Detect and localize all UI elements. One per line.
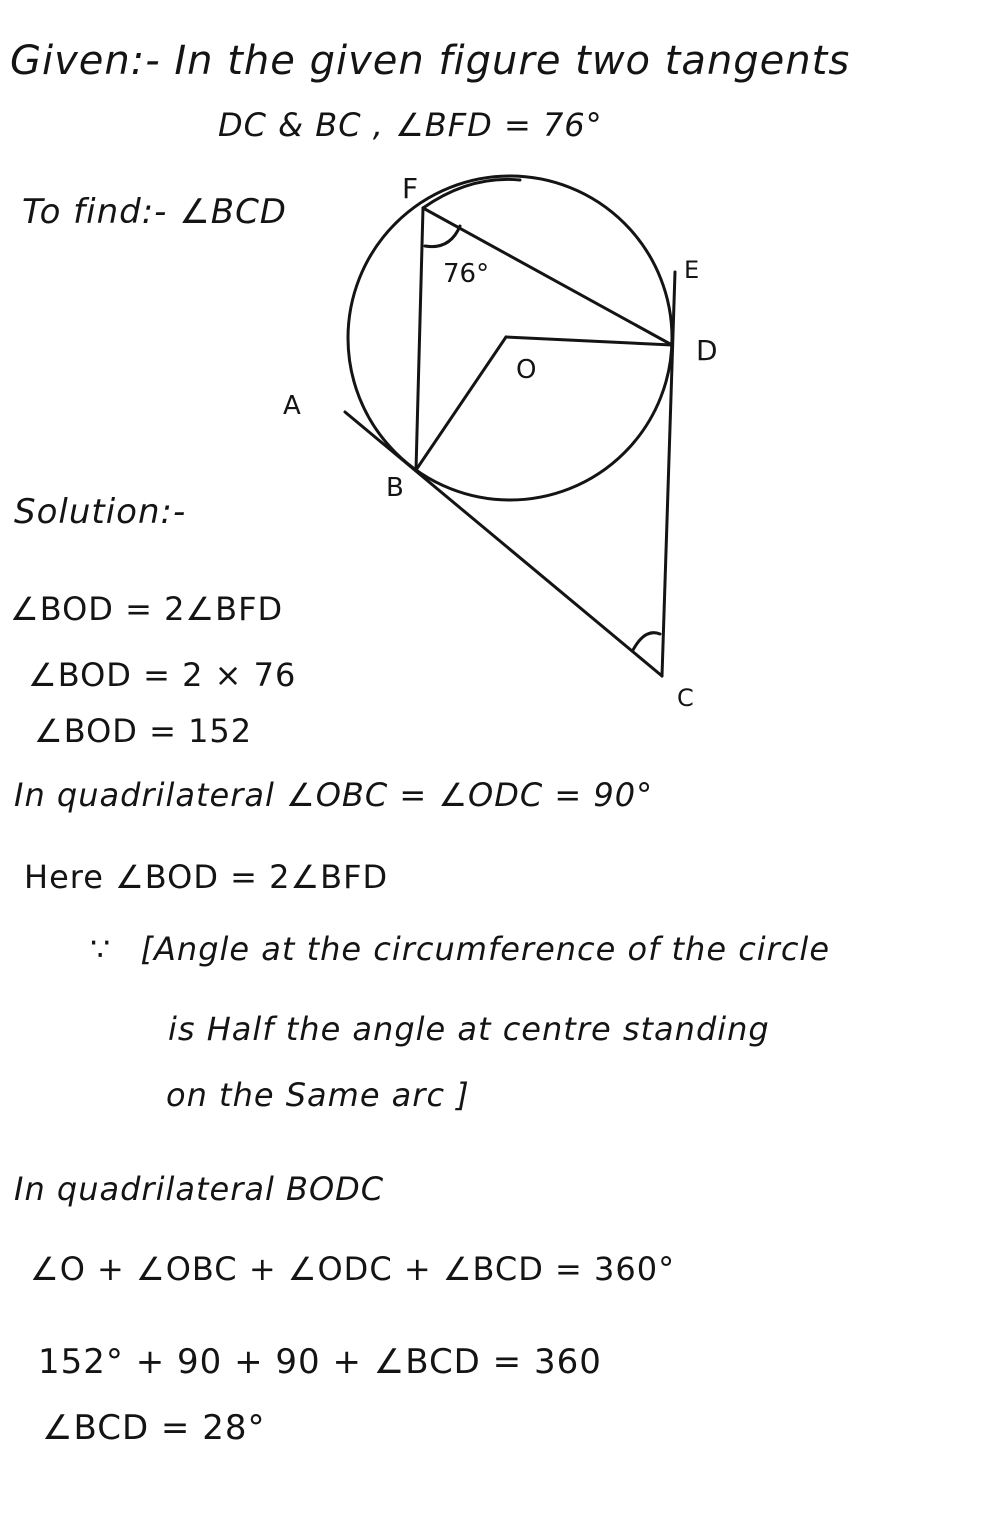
step-2: ∠BOD = 2 × 76 bbox=[28, 656, 297, 694]
point-label-o: O bbox=[516, 355, 537, 385]
reason-line-3: on the Same arc ] bbox=[166, 1076, 470, 1114]
angle-arc-f bbox=[425, 226, 460, 247]
point-label-c: C bbox=[677, 684, 694, 712]
because-symbol: ∵ bbox=[90, 930, 112, 968]
given-line-2: DC & BC , ∠BFD = 76° bbox=[218, 106, 603, 144]
tangent-dc bbox=[662, 272, 675, 676]
reason-text-1: [Angle at the circumference of the circle bbox=[140, 930, 830, 968]
final-answer: ∠BCD = 28° bbox=[42, 1408, 266, 1448]
step-3: ∠BOD = 152 bbox=[34, 712, 253, 750]
step-4: In quadrilateral ∠OBC = ∠ODC = 90° bbox=[14, 776, 654, 814]
step-1: ∠BOD = 2∠BFD bbox=[10, 590, 284, 628]
step-7: ∠O + ∠OBC + ∠ODC + ∠BCD = 360° bbox=[30, 1250, 676, 1288]
step-5: Here ∠BOD = 2∠BFD bbox=[24, 858, 389, 896]
chord-fb bbox=[416, 208, 423, 470]
reason-line-2: is Half the angle at centre standing bbox=[168, 1010, 770, 1048]
radius-ob bbox=[416, 337, 506, 470]
to-find-label: To find:- bbox=[22, 192, 168, 232]
reason-line-1 bbox=[90, 930, 830, 968]
point-label-a: A bbox=[283, 391, 301, 421]
angle-label-76: 76° bbox=[443, 259, 490, 289]
radius-od bbox=[506, 337, 672, 345]
tangent-bc bbox=[345, 412, 662, 676]
point-label-b: B bbox=[386, 473, 404, 503]
to-find-value: ∠BCD bbox=[179, 192, 287, 232]
step-8: 152° + 90 + 90 + ∠BCD = 360 bbox=[38, 1342, 602, 1382]
point-label-d: D bbox=[696, 334, 718, 367]
given-text: In the given figure two tangents bbox=[174, 38, 851, 84]
given-label: Given:- bbox=[10, 38, 161, 84]
angle-arc-c bbox=[633, 633, 660, 650]
point-label-e: E bbox=[684, 256, 700, 284]
solution-label: Solution:- bbox=[14, 492, 187, 532]
step-6: In quadrilateral BODC bbox=[14, 1170, 385, 1208]
point-label-f: F bbox=[402, 172, 419, 205]
